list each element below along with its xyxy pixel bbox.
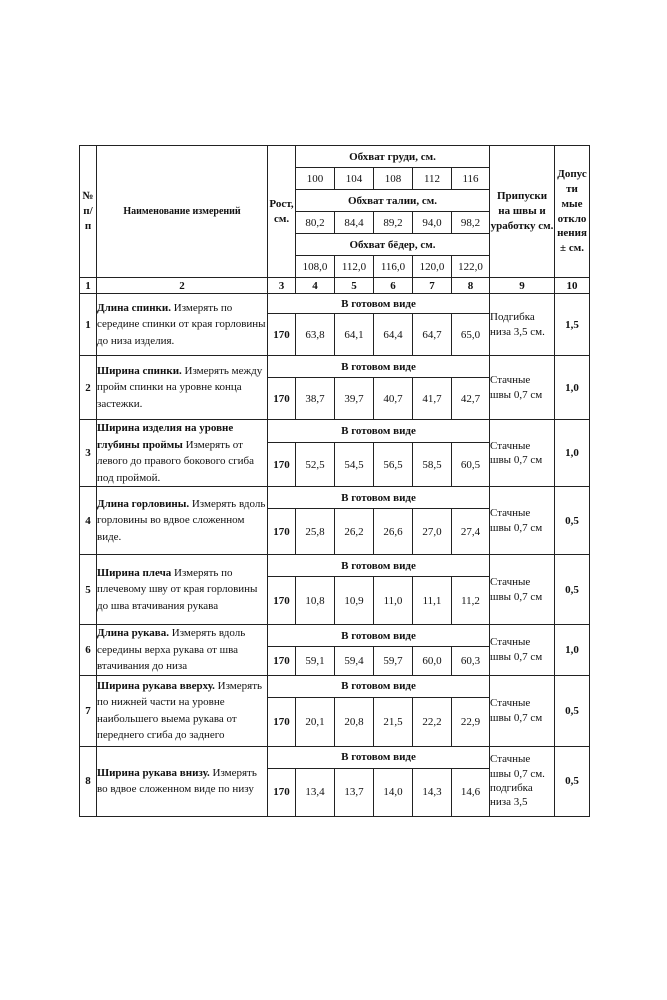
size-value: 20,1 <box>296 697 335 746</box>
column-number: 2 <box>97 278 268 294</box>
row-number: 7 <box>80 675 97 746</box>
measurement-name: Длина горловины. <box>97 497 190 510</box>
measurement-name: Длина рукава. <box>97 627 169 639</box>
measurement-row <box>80 420 590 443</box>
size-value: 14,0 <box>374 768 413 816</box>
column-number: 9 <box>490 278 555 294</box>
tolerance-value: 0,5 <box>555 675 590 746</box>
size-value: 22,9 <box>452 697 490 746</box>
measurement-instruction: Измерять вдоль середины верха рукава от шва втачивания до низа <box>97 627 246 672</box>
chest-size: 108 <box>374 168 413 190</box>
allowance-note: Стачные швы 0,7 см <box>490 420 555 487</box>
size-value: 60,0 <box>413 647 452 675</box>
size-value: 10,9 <box>335 577 374 625</box>
size-value: 38,7 <box>296 378 335 420</box>
measurement-name: Ширина плеча <box>97 566 172 579</box>
ready-label: В готовом виде <box>268 420 490 443</box>
height-value: 170 <box>268 443 296 487</box>
ready-label: В готовом виде <box>268 675 490 697</box>
size-value: 60,3 <box>452 647 490 675</box>
allowance-note: Стачные швы 0,7 см <box>490 555 555 625</box>
row-number: 2 <box>80 356 97 420</box>
allowance-note: Стачные швы 0,7 см <box>490 487 555 555</box>
height-value: 170 <box>268 509 296 555</box>
ready-label: В готовом виде <box>268 356 490 378</box>
size-value: 64,1 <box>335 314 374 356</box>
measurement-instruction: Измерять от левого до правого бокового сгиба под проймой. <box>97 438 254 484</box>
chest-size: 104 <box>335 168 374 190</box>
measurement-row <box>80 294 590 314</box>
size-value: 27,4 <box>452 509 490 555</box>
size-value: 26,6 <box>374 509 413 555</box>
chest-size: 100 <box>296 168 335 190</box>
size-value: 52,5 <box>296 443 335 487</box>
measurement-name: Длина спинки. <box>97 301 171 314</box>
measurement-description <box>97 420 268 487</box>
hips-size: 108,0 <box>296 256 335 278</box>
height-value: 170 <box>268 697 296 746</box>
waist-size: 80,2 <box>296 212 335 234</box>
size-table <box>79 145 590 817</box>
size-value: 41,7 <box>413 378 452 420</box>
waist-header: Обхват талии, см. <box>296 190 490 212</box>
measurement-row <box>80 555 590 577</box>
size-value: 20,8 <box>335 697 374 746</box>
measurement-description <box>97 625 268 676</box>
row-number: 4 <box>80 487 97 555</box>
tolerance-value: 1,5 <box>555 294 590 356</box>
size-value: 13,4 <box>296 768 335 816</box>
chest-header: Обхват груди, см. <box>296 146 490 168</box>
chest-size: 116 <box>452 168 490 190</box>
size-value: 59,7 <box>374 647 413 675</box>
column-number: 3 <box>268 278 296 294</box>
ready-label: В готовом виде <box>268 555 490 577</box>
row-number: 8 <box>80 746 97 816</box>
size-value: 21,5 <box>374 697 413 746</box>
allowance-note: Стачные швы 0,7 см. подгибка низа 3,5 <box>490 746 555 816</box>
waist-size: 89,2 <box>374 212 413 234</box>
size-value: 65,0 <box>452 314 490 356</box>
size-value: 13,7 <box>335 768 374 816</box>
tolerance-value: 1,0 <box>555 625 590 676</box>
height-value: 170 <box>268 647 296 675</box>
waist-size: 98,2 <box>452 212 490 234</box>
hips-size: 122,0 <box>452 256 490 278</box>
column-number: 5 <box>335 278 374 294</box>
ready-label: В готовом виде <box>268 746 490 768</box>
measurement-description <box>97 356 268 420</box>
measurement-instruction: Измерять между пройм спинки на уровне конца застежки. <box>97 364 263 410</box>
row-number: 3 <box>80 420 97 487</box>
ready-label: В готовом виде <box>268 625 490 647</box>
size-value: 58,5 <box>413 443 452 487</box>
allowance-note: Стачные швы 0,7 см <box>490 356 555 420</box>
size-value: 40,7 <box>374 378 413 420</box>
size-value: 11,1 <box>413 577 452 625</box>
size-value: 25,8 <box>296 509 335 555</box>
measurement-name: Ширина рукава внизу. <box>97 766 210 779</box>
measurement-row <box>80 625 590 647</box>
row-number: 5 <box>80 555 97 625</box>
tolerance-value: 1,0 <box>555 356 590 420</box>
measurement-description <box>97 487 268 555</box>
column-number: 6 <box>374 278 413 294</box>
tolerance-value: 0,5 <box>555 746 590 816</box>
size-value: 22,2 <box>413 697 452 746</box>
row-number: 1 <box>80 294 97 356</box>
num-header: № п/ п <box>80 146 97 278</box>
size-value: 39,7 <box>335 378 374 420</box>
hips-header: Обхват бёдер, см. <box>296 234 490 256</box>
measurement-name: Ширина спинки. <box>97 364 182 377</box>
measurement-instruction: Измерять по плечевому шву от края горловины до шва втачивания рукава <box>97 566 258 612</box>
size-value: 56,5 <box>374 443 413 487</box>
column-number: 7 <box>413 278 452 294</box>
measurement-instruction: Измерять по нижней части на уровне наибольшего выема рукава от переднего сгиба до заднего <box>97 679 263 741</box>
size-value: 14,3 <box>413 768 452 816</box>
measurement-description <box>97 294 268 356</box>
ready-label: В готовом виде <box>268 487 490 509</box>
allowance-note: Стачные швы 0,7 см <box>490 625 555 676</box>
waist-size: 84,4 <box>335 212 374 234</box>
ready-label: В готовом виде <box>268 294 490 314</box>
size-value: 59,1 <box>296 647 335 675</box>
hips-size: 116,0 <box>374 256 413 278</box>
measurement-description <box>97 675 268 746</box>
allowance-header: Припуски на швы и уработку см. <box>490 146 555 278</box>
measurement-description <box>97 746 268 816</box>
tolerance-value: 0,5 <box>555 555 590 625</box>
height-header: Рост, см. <box>268 146 296 278</box>
tolerance-value: 0,5 <box>555 487 590 555</box>
allowance-note: Подгибка низа 3,5 см. <box>490 294 555 356</box>
measurement-row <box>80 746 590 768</box>
size-value: 42,7 <box>452 378 490 420</box>
measurement-instruction: Измерять во вдвое сложенном виде по низу <box>97 766 257 795</box>
size-value: 63,8 <box>296 314 335 356</box>
row-number: 6 <box>80 625 97 676</box>
height-value: 170 <box>268 314 296 356</box>
measurement-name: Ширина рукава вверху. <box>97 679 215 692</box>
allowance-note: Стачные швы 0,7 см <box>490 675 555 746</box>
size-value: 11,0 <box>374 577 413 625</box>
tolerance-header: Допус ти мые откло нения ± см. <box>555 146 590 278</box>
name-header: Наименование измерений <box>97 146 268 278</box>
column-number: 8 <box>452 278 490 294</box>
column-number: 1 <box>80 278 97 294</box>
size-value: 10,8 <box>296 577 335 625</box>
measurement-instruction: Измерять вдоль горловины во вдвое сложенном виде. <box>97 497 266 543</box>
tolerance-value: 1,0 <box>555 420 590 487</box>
height-value: 170 <box>268 768 296 816</box>
column-number: 4 <box>296 278 335 294</box>
measurement-description <box>97 555 268 625</box>
measurement-instruction: Измерять по середине спинки от края горловины до низа изделия. <box>97 301 266 347</box>
hips-size: 112,0 <box>335 256 374 278</box>
waist-size: 94,0 <box>413 212 452 234</box>
column-number: 10 <box>555 278 590 294</box>
size-value: 54,5 <box>335 443 374 487</box>
size-value: 64,4 <box>374 314 413 356</box>
size-value: 27,0 <box>413 509 452 555</box>
measurement-row <box>80 675 590 697</box>
size-value: 60,5 <box>452 443 490 487</box>
measurement-row <box>80 356 590 378</box>
height-value: 170 <box>268 378 296 420</box>
height-value: 170 <box>268 577 296 625</box>
measurement-name: Ширина изделия на уровне глубины проймы <box>97 422 234 451</box>
chest-size: 112 <box>413 168 452 190</box>
measurement-row <box>80 487 590 509</box>
size-value: 11,2 <box>452 577 490 625</box>
size-value: 64,7 <box>413 314 452 356</box>
size-value: 26,2 <box>335 509 374 555</box>
size-value: 59,4 <box>335 647 374 675</box>
size-value: 14,6 <box>452 768 490 816</box>
hips-size: 120,0 <box>413 256 452 278</box>
